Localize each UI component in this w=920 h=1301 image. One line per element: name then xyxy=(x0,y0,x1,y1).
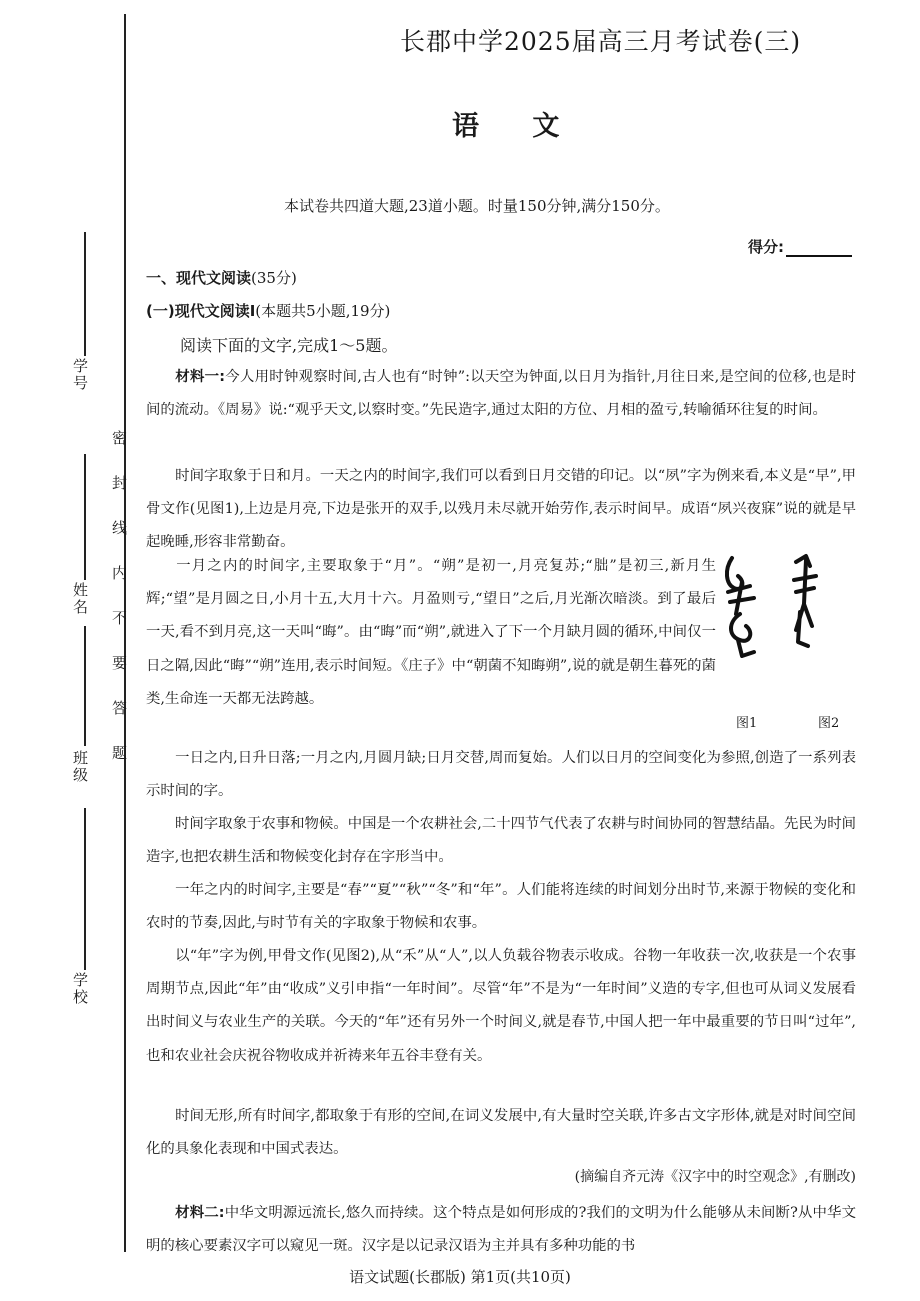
section-points: (35分) xyxy=(251,269,297,287)
oracle-bone-fig1-image xyxy=(720,552,764,662)
material1-paragraph-8: 时间无形,所有时间字,都取象于有形的空间,在词义发展中,有大量时空关联,许多古文字形体,就是对时间空间化的具象化表现和中国式表达。 xyxy=(146,1108,856,1158)
material1-label: 材料一: xyxy=(175,369,226,385)
subject-title: 语 文 xyxy=(452,111,582,142)
material2-label: 材料二: xyxy=(175,1205,225,1221)
class-label: 班级 xyxy=(71,750,89,784)
score-field xyxy=(748,236,852,257)
material1-paragraph-6: 一年之内的时间字,主要是“春”“夏”“秋”“冬”和“年”。人们能将连续的时间划分出时节,来源于物候的变化和农时的节奏,因此,与时节有关的字取象于物候和农事。 xyxy=(146,882,856,932)
score-blank[interactable] xyxy=(786,239,852,257)
material1-paragraph-7: 以“年”字为例,甲骨文作(见图2),从“禾”从“人”,以人负载谷物表示收成。谷物一年收获一次,收获是一个农事周期节点,因此“年”由“收成”义引申指“一年时间”。尽管“年”不是为“一年时间”义造的专字,但也可从词义发展看出时间义与农业生产的关联。今天的“年”还有另外一个时间义,就是春节,中国人把一年中最重要的节日叫“过年”,也和农业社会庆祝谷物收成并祈祷来年五谷丰登有关。 xyxy=(146,948,856,1064)
oracle-bone-fig2-image xyxy=(788,552,822,652)
reading-instruction: 阅读下面的文字,完成1～5题。 xyxy=(180,336,398,355)
subsection-title: (一)现代文阅读Ⅰ xyxy=(146,302,256,320)
material1-paragraph-3: 一月之内的时间字,主要取象于“月”。“朔”是初一,月亮复苏;“朏”是初三,新月生辉;“望”是月圆之日,小月十五,大月十六。月盈则亏,“望日”之后,月光渐次暗淡。到了最后一天,看不到月亮,这一天叫“晦”。由“晦”而“朔”,就进入了下一个月缺月圆的循环,中间仅一日之隔,因此“晦”“朔”连用,表示时间短。《庄子》中“朝菌不知晦朔”,说的就是朝生暮死的菌类,生命连一天都无法跨越。 xyxy=(146,558,716,707)
section-heading xyxy=(146,267,297,288)
seal-line-notice: 密封线内不要答题 xyxy=(110,430,128,790)
student-id-blank[interactable] xyxy=(84,232,86,356)
school-blank[interactable] xyxy=(84,808,86,970)
section-title: 一、现代文阅读 xyxy=(146,269,252,287)
material1-source: (摘编自齐元涛《汉字中的时空观念》,有删改) xyxy=(574,1169,856,1185)
exam-title: 长郡中学2025届高三月考试卷(三) xyxy=(400,27,802,56)
fig2-caption: 图2 xyxy=(818,716,840,731)
material1-paragraph-1: 材料一:今人用时钟观察时间,古人也有“时钟”:以天空为钟面,以日月为指针,月往日来,是空间的位移,也是时间的流动。《周易》说:“观乎天文,以察时变。”先民造字,通过太阳的方位、月相的盈亏,转喻循环往复的时间。 xyxy=(146,369,856,419)
subsection-note: (本题共5小题,19分) xyxy=(255,302,391,320)
material1-paragraph-2: 时间字取象于日和月。一天之内的时间字,我们可以看到日月交错的印记。以“夙”字为例来看,本义是“早”,甲骨文作(见图1),上边是月亮,下边是张开的双手,以残月未尽就开始劳作,表示时间早。成语“夙兴夜寐”说的就是早起晚睡,形容非常勤奋。 xyxy=(146,468,856,551)
page-footer: 语文试题(长郡版) 第1页(共10页) xyxy=(349,1268,571,1286)
material1-paragraph-5: 时间字取象于农事和物候。中国是一个农耕社会,二十四节气代表了农耕与时间协同的智慧结晶。先民为时间造字,也把农耕生活和物候变化封存在字形当中。 xyxy=(146,816,856,866)
score-label: 得分: xyxy=(748,238,784,256)
material2-paragraph-1: 材料二:中华文明源远流长,悠久而持续。这个特点是如何形成的?我们的文明为什么能够从未间断?从中华文明的核心要素汉字可以窥见一斑。汉字是以记录汉语为主并具有多种功能的书 xyxy=(146,1205,856,1255)
material1-paragraph-4: 一日之内,日升日落;一月之内,月圆月缺;日月交替,周而复始。人们以日月的空间变化为参照,创造了一系列表示时间的字。 xyxy=(146,750,856,800)
fig1-caption: 图1 xyxy=(736,716,758,731)
name-label: 姓名 xyxy=(71,582,89,616)
name-blank[interactable] xyxy=(84,454,86,580)
school-label: 学校 xyxy=(71,972,89,1006)
subsection-heading xyxy=(146,300,390,321)
exam-instructions: 本试卷共四道大题,23道小题。时量150分钟,满分150分。 xyxy=(284,197,670,215)
student-id-label: 学号 xyxy=(71,358,89,392)
class-blank[interactable] xyxy=(84,626,86,746)
